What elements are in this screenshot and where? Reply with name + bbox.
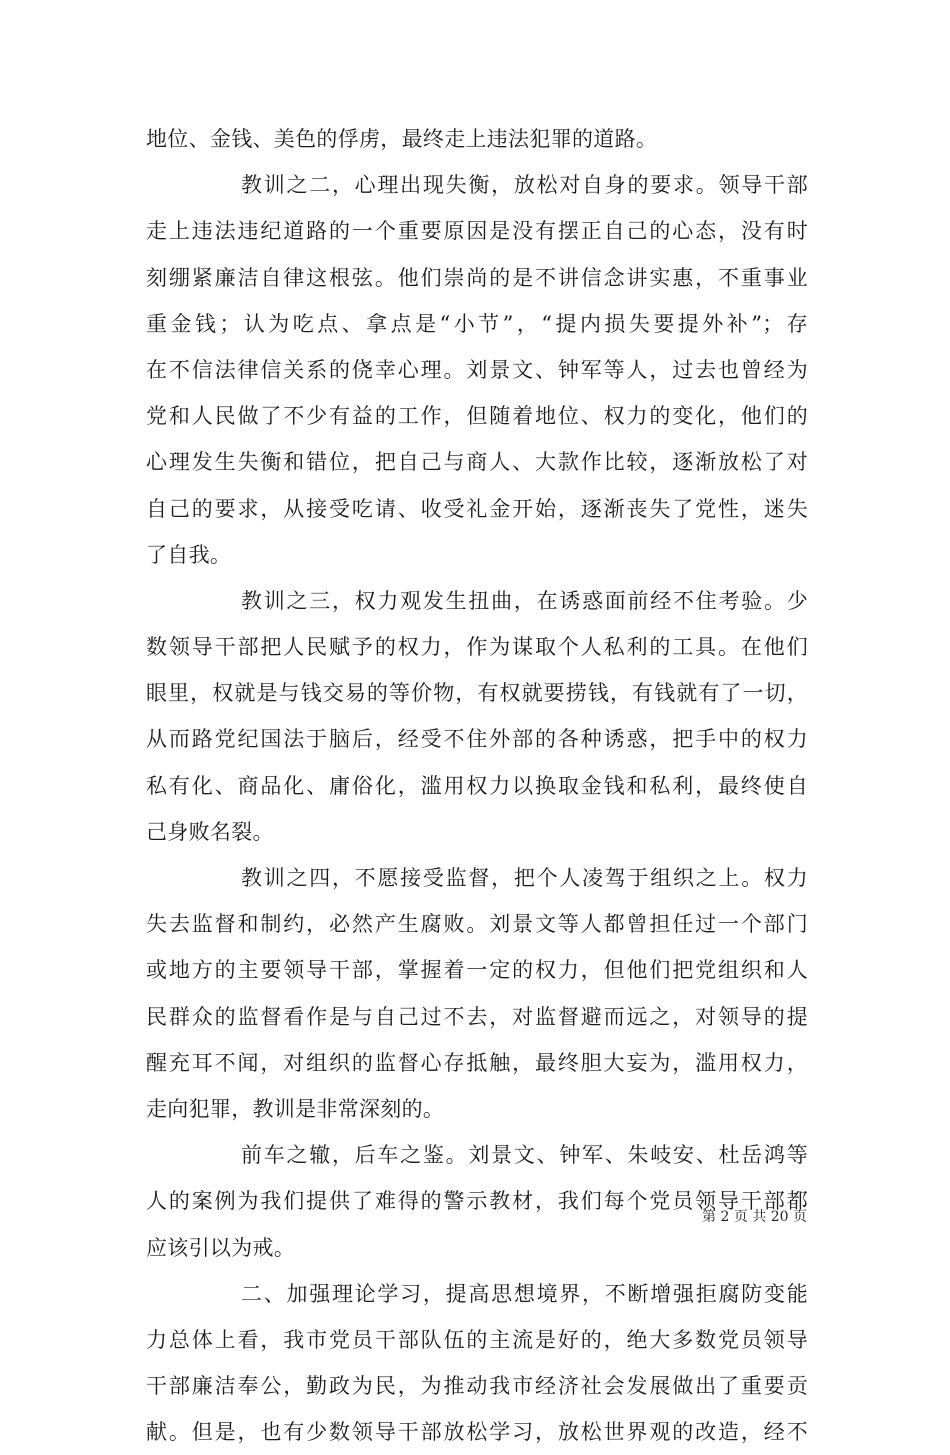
text-line: 自己的要求，从接受吃请、收受礼金开始，逐渐丧失了党性，迷失 [146, 496, 808, 521]
document-body [146, 116, 808, 1455]
text-line: 数领导干部把人民赋予的权力，作为谋取个人私利的工具。在他们 [146, 635, 808, 660]
text-line: 干部廉洁奉公，勤政为民，为推动我市经济社会发展做出了重要贡 [146, 1374, 808, 1399]
text-line: 应该引以为戒。 [146, 1235, 296, 1260]
text-line: 民群众的监督看作是与自己过不去，对监督避而远之，对领导的提 [146, 1004, 808, 1029]
text-line: 教训之二，心理出现失衡，放松对自身的要求。领导干部 [241, 173, 808, 198]
text-line: 了自我。 [146, 542, 232, 567]
text-line: 献。但是，也有少数领导干部放松学习，放松世界观的改造，经不 [146, 1420, 808, 1445]
text-line: 地位、金钱、美色的俘虏，最终走上违法犯罪的道路。 [146, 127, 658, 151]
text-line: 走向犯罪，教训是非常深刻的。 [146, 1096, 445, 1121]
text-line: 眼里，权就是与钱交易的等价物，有权就要捞钱，有钱就有了一切， [146, 681, 808, 706]
text-line: 走上违法违纪道路的一个重要原因是没有摆正自己的心态，没有时 [146, 219, 808, 244]
text-line: 力总体上看，我市党员干部队伍的主流是好的，绝大多数党员领导 [146, 1327, 808, 1352]
text-line: 教训之四，不愿接受监督，把个人凌驾于组织之上。权力 [241, 866, 808, 890]
text-line: 或地方的主要领导干部，掌握着一定的权力，但他们把党组织和人 [146, 958, 808, 983]
text-line: 从而路党纪国法于脑后，经受不住外部的各种诱惑，把手中的权力 [146, 727, 808, 752]
text-line: 己身败名裂。 [146, 819, 274, 844]
text-line: 前车之辙，后车之鉴。刘景文、钟军、朱岐安、杜岳鸿等 [241, 1143, 808, 1168]
text-line: 在不信法律信关系的侥幸心理。刘景文、钟军等人，过去也曾经为 [146, 357, 808, 382]
text-line: 醒充耳不闻，对组织的监督心存抵触，最终胆大妄为，滥用权力， [146, 1050, 808, 1075]
text-line: 重金钱；认为吃点、拿点是“小节”，“提内损失要提外补”；存 [146, 311, 808, 336]
text-line: 私有化、商品化、庸俗化，滥用权力以换取金钱和私利，最终使自 [146, 773, 808, 798]
text-line: 党和人民做了不少有益的工作，但随着地位、权力的变化，他们的 [146, 404, 808, 429]
text-line: 心理发生失衡和错位，把自己与商人、大款作比较，逐渐放松了对 [146, 450, 808, 475]
text-line: 教训之三，权力观发生扭曲，在诱惑面前经不住考验。少 [241, 588, 808, 613]
text-line: 人的案例为我们提供了难得的警示教材，我们每个党员领导干部都 [146, 1189, 808, 1214]
text-line: 刻绷紧廉洁自律这根弦。他们崇尚的是不讲信念讲实惠，不重事业 [146, 265, 808, 290]
text-line: 二、加强理论学习，提高思想境界，不断增强拒腐防变能 [241, 1281, 808, 1306]
text-line: 失去监督和制约，必然产生腐败。刘景文等人都曾担任过一个部门 [146, 912, 808, 937]
page-footer: 第 2 页 共 20 页 [702, 1209, 807, 1225]
